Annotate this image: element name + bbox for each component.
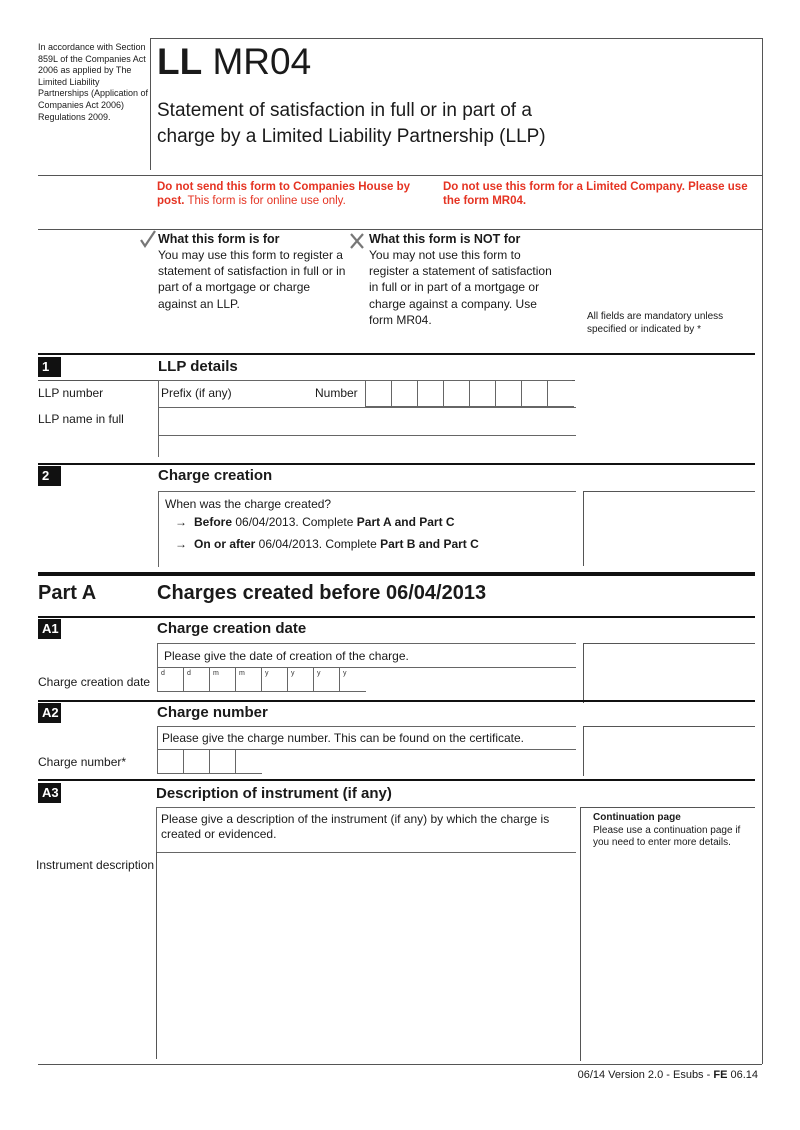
- instrument-description-field[interactable]: [156, 852, 157, 1059]
- section-rule: [38, 616, 755, 618]
- section-number: A1: [38, 619, 61, 639]
- prefix-label: Prefix (if any): [161, 386, 232, 400]
- section-rule: [38, 779, 755, 781]
- llp-number-digit[interactable]: [521, 380, 548, 407]
- form-prefix: LL: [157, 41, 203, 82]
- warning-online-bold: Do not send this form to Companies House by post.: [157, 181, 411, 207]
- cell-hint: d: [187, 670, 191, 677]
- section-rule: [38, 353, 755, 355]
- guidance-divider: [583, 491, 584, 566]
- section-number: A2: [38, 703, 61, 723]
- charge-creation-date-label: Charge creation date: [38, 675, 151, 689]
- footer-rule: [38, 1064, 762, 1065]
- section-number: 1: [38, 357, 61, 377]
- cell-hint: y: [291, 670, 295, 677]
- cross-icon: [349, 232, 365, 250]
- section-rule: [38, 700, 755, 702]
- right-border: [762, 38, 763, 1064]
- header-divider: [150, 38, 151, 170]
- charge-number-cell[interactable]: [235, 749, 262, 774]
- footer-version-text: 06/14 Version 2.0 - Esubs -: [577, 1069, 714, 1081]
- charge-number-cell[interactable]: [183, 749, 210, 774]
- continuation-body: Please use a continuation page if you need to enter more details.: [593, 824, 741, 848]
- cell-hint: y: [265, 670, 269, 677]
- cell-hint: m: [239, 670, 245, 677]
- option-before-bold: Before: [194, 515, 233, 529]
- what-form-is-not-for: [369, 232, 559, 328]
- section-title: Charge creation: [158, 467, 273, 484]
- guidance-top: [583, 643, 755, 644]
- warning-not-company-bold: Do not use this form for a Limited Company. Please use the form MR04.: [443, 181, 748, 207]
- what-form-is-for-body: You may use this form to register a statement of satisfaction in full or in part of a mortgage or charge against an LLP.: [158, 248, 346, 311]
- what-form-is-for: [158, 232, 348, 312]
- warning-not-company: [443, 180, 758, 208]
- cell-hint: m: [213, 670, 219, 677]
- form-code-number: MR04: [212, 41, 312, 82]
- llp-number-digit[interactable]: [391, 380, 418, 407]
- footer-code-bold: FE: [713, 1069, 728, 1081]
- part-a-label: Part A: [38, 582, 97, 604]
- charge-creation-question: When was the charge created?: [165, 497, 332, 511]
- continuation-title: Continuation page: [593, 812, 681, 823]
- a2-instruction: Please give the charge number. This can be found on the certificate.: [162, 731, 525, 745]
- llp-number-digit[interactable]: [417, 380, 444, 407]
- section-number: A3: [38, 783, 61, 803]
- llp-number-digit[interactable]: [547, 380, 574, 407]
- part-rule: [38, 572, 755, 576]
- llp-number-digit[interactable]: [365, 380, 392, 407]
- charge-number-cell[interactable]: [209, 749, 236, 774]
- section-title: LLP details: [158, 358, 238, 375]
- option-before-text: 06/04/2013. Complete: [232, 515, 357, 529]
- section-title: Charge number: [157, 704, 268, 721]
- option-after-text: 06/04/2013. Complete: [255, 537, 381, 551]
- section-number: 2: [38, 466, 61, 486]
- option-after-parts: Part B and Part C: [380, 537, 479, 551]
- what-form-is-not-for-body: You may not use this form to register a statement of satisfaction in full or in part of a mortgage or charge against a company. Use form MR04.: [369, 248, 552, 327]
- footer-version: [578, 1068, 758, 1082]
- form-code: [157, 40, 311, 84]
- arrow-icon: →: [175, 537, 187, 551]
- llp-number-digit[interactable]: [495, 380, 522, 407]
- mandatory-note: All fields are mandatory unless specified or indicated by *: [587, 311, 724, 335]
- number-label: Number: [315, 386, 358, 400]
- guidance-divider: [583, 726, 584, 776]
- cell-hint: d: [161, 670, 165, 677]
- charge-number-label: Charge number*: [38, 755, 127, 769]
- form-title: Statement of satisfaction in full or in part of a charge by a Limited Liability Partnership (LLP): [157, 100, 546, 147]
- a3-instruction: Please give a description of the instrument (if any) by which the charge is created or evidenced.: [161, 812, 550, 841]
- llp-name-field-line1[interactable]: [158, 407, 576, 436]
- what-form-is-for-title: What this form is for: [158, 232, 280, 246]
- section-title: Description of instrument (if any): [156, 785, 392, 802]
- llp-name-label: LLP name in full: [38, 412, 124, 426]
- guidance-top: [580, 807, 755, 808]
- llp-number-digit[interactable]: [469, 380, 496, 407]
- footer-code-rest: 06.14: [727, 1069, 758, 1081]
- llp-number-label: LLP number: [38, 386, 104, 400]
- cell-hint: y: [343, 670, 347, 677]
- option-before[interactable]: [194, 515, 455, 530]
- instrument-description-label: Instrument description: [36, 858, 155, 872]
- top-border: [150, 38, 762, 39]
- warning-online-only: [157, 180, 427, 208]
- guidance-divider: [583, 643, 584, 703]
- checkmark-icon: [140, 230, 156, 248]
- part-a-title: Charges created before 06/04/2013: [157, 582, 487, 604]
- cell-hint: y: [317, 670, 321, 677]
- guidance-top: [583, 491, 755, 492]
- warning-online-rest: This form is for online use only.: [184, 195, 346, 207]
- guidance-top: [583, 726, 755, 727]
- arrow-icon: →: [175, 515, 187, 529]
- option-after-bold: On or after: [194, 537, 256, 551]
- section-title: Charge creation date: [157, 620, 307, 637]
- divider: [38, 175, 762, 176]
- what-form-is-not-for-title: What this form is NOT for: [369, 232, 521, 246]
- a1-instruction: Please give the date of creation of the charge.: [164, 649, 409, 663]
- legal-text: In accordance with Section 859L of the Companies Act 2006 as applied by The Limited Liability Partnerships (Application of Companies Act 2006) Regulations 2009.: [38, 42, 149, 122]
- option-on-or-after[interactable]: [194, 537, 479, 552]
- llp-number-digit[interactable]: [443, 380, 470, 407]
- section-rule: [38, 463, 755, 465]
- llp-name-field-line2[interactable]: [158, 435, 576, 457]
- option-before-parts: Part A and Part C: [356, 515, 455, 529]
- charge-number-cell[interactable]: [157, 749, 184, 774]
- continuation-note: [593, 812, 748, 850]
- guidance-divider: [580, 807, 581, 1061]
